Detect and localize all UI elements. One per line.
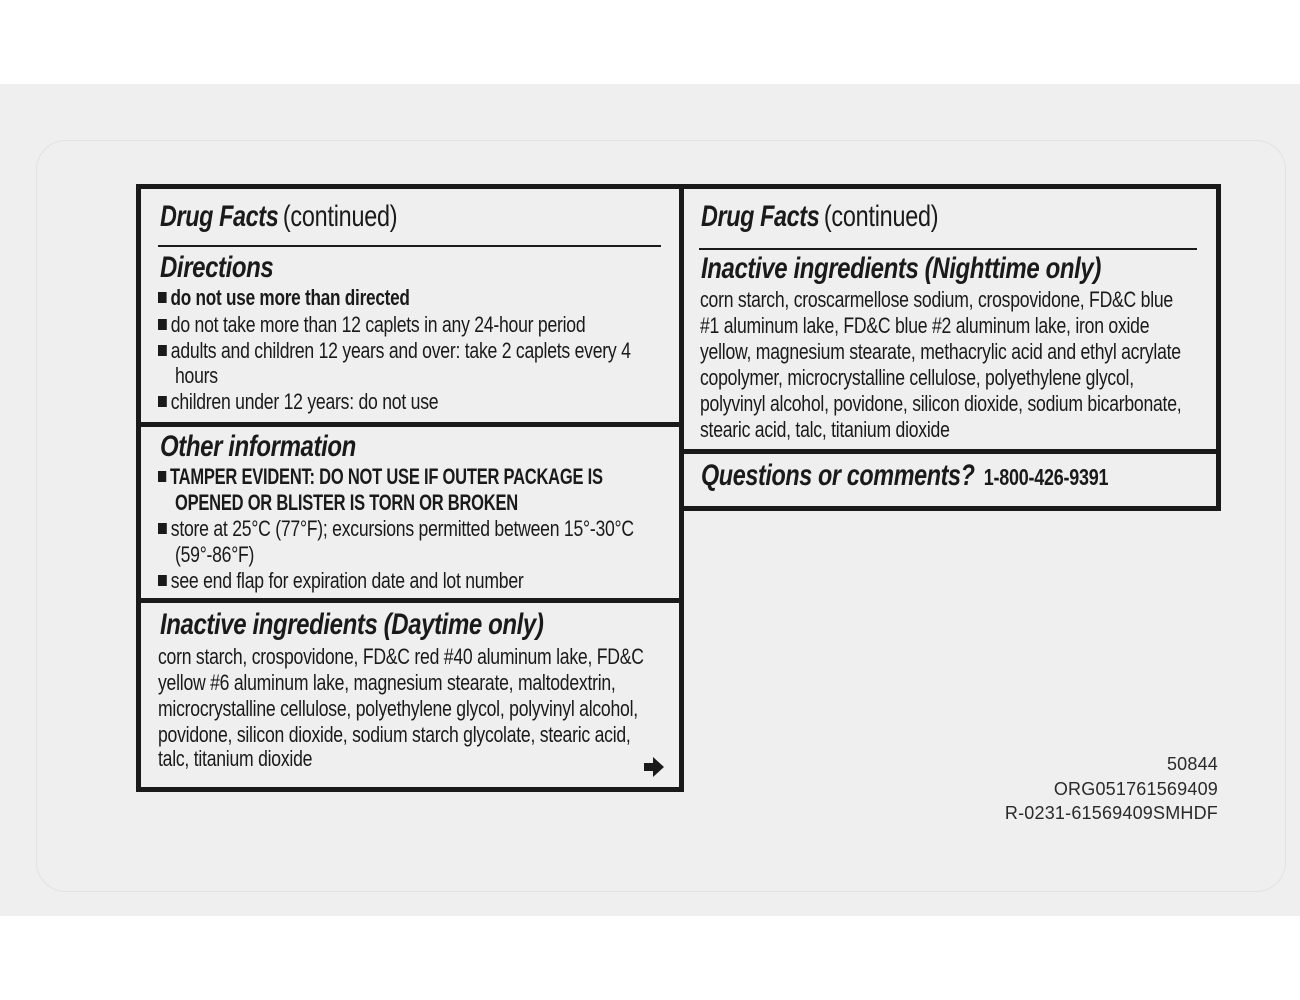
other-info-item-2-cont (175, 542, 274, 568)
directions-item-2 (158, 312, 692, 338)
left-header-rule (158, 245, 661, 247)
directions-item-text: do not use more than directed (170, 285, 410, 310)
inactive-daytime-line (158, 696, 758, 722)
other-info-item-2 (158, 516, 753, 542)
directions-item-1 (158, 285, 481, 311)
drug-facts-subtitle: (continued) (282, 200, 398, 233)
other-info-item-text: OPENED OR BLISTER IS TORN OR BROKEN (175, 490, 518, 515)
inactive-daytime-text: corn starch, crospovidone, FD&C red #40 aluminum lake, FD&C (158, 644, 644, 669)
other-info-item-1-cont (175, 490, 632, 516)
square-bullet-icon (158, 396, 167, 407)
inactive-nighttime-text: polyvinyl alcohol, povidone, silicon dioxide, sodium bicarbonate, (700, 391, 1182, 416)
other-info-item-text: see end flap for expiration date and lot number (170, 568, 524, 593)
square-bullet-icon (158, 319, 167, 330)
other-info-item-text: (59°-86°F) (175, 542, 255, 567)
directions-item-4 (158, 389, 508, 415)
other-info-item-1 (158, 464, 751, 490)
inactive-daytime-text: talc, titanium dioxide (158, 746, 313, 771)
directions-item-text: hours (175, 363, 218, 388)
inactive-daytime-heading: Inactive ingredients (Daytime only) (160, 608, 544, 641)
inactive-daytime-line (158, 746, 351, 772)
directions-item-3 (158, 338, 749, 364)
other-info-item-text: store at 25°C (77°F); excursions permitted between 15°-30°C (170, 516, 634, 541)
right-drug-facts-header (701, 200, 1005, 234)
inactive-nighttime-line (700, 365, 1242, 391)
right-header-rule (699, 248, 1197, 250)
inactive-nighttime-line (700, 391, 1300, 417)
questions-phone: 1-800-426-9391 (983, 464, 1109, 490)
inactive-daytime-text: povidone, silicon dioxide, sodium starch glycolate, stearic acid, (158, 722, 631, 747)
inactive-nighttime-line (700, 287, 1291, 313)
directions-heading-line (160, 251, 302, 285)
directions-heading: Directions (160, 251, 274, 284)
square-bullet-icon (158, 345, 167, 356)
drug-facts-title: Drug Facts (160, 200, 279, 233)
inactive-nighttime-text: #1 aluminum lake, FD&C blue #2 aluminum lake, iron oxide (700, 313, 1150, 338)
directions-item-text: do not take more than 12 caplets in any 24-hour period (170, 312, 586, 337)
inactive-nighttime-text: copolymer, microcrystalline cellulose, polyethylene glycol, (700, 365, 1134, 390)
inactive-daytime-text: microcrystalline cellulose, polyethylene glycol, polyvinyl alcohol, (158, 696, 638, 721)
inactive-nighttime-heading: Inactive ingredients (Nighttime only) (701, 252, 1101, 285)
product-code: 50844 (1166, 754, 1218, 774)
inactive-daytime-line (158, 722, 749, 748)
questions-label: Questions or comments? (701, 459, 975, 492)
square-bullet-icon (158, 292, 167, 303)
inactive-nighttime-text: stearic acid, talc, titanium dioxide (700, 417, 950, 442)
left-drug-facts-header (160, 200, 464, 234)
inactive-daytime-line (158, 644, 765, 670)
inactive-nighttime-text: yellow, magnesium stearate, methacrylic acid and ethyl acrylate (700, 339, 1181, 364)
square-bullet-icon (158, 471, 166, 482)
inactive-nighttime-text: corn starch, croscarmellose sodium, crospovidone, FD&C blue (700, 287, 1173, 312)
inactive-nighttime-line (700, 339, 1300, 365)
other-info-heading-line (160, 430, 405, 464)
directions-item-text: adults and children 12 years and over: take 2 caplets every 4 (170, 338, 631, 363)
square-bullet-icon (158, 575, 167, 586)
inactive-daytime-heading-line (160, 608, 639, 642)
questions-line (701, 459, 1223, 493)
org-code: ORG051761569409 (1053, 779, 1218, 799)
other-info-item-text: TAMPER EVIDENT: DO NOT USE IF OUTER PACKAGE IS (170, 464, 603, 489)
inactive-nighttime-line (700, 417, 1012, 443)
revision-code: R-0231-61569409SMHDF (1004, 803, 1218, 823)
other-info-item-3 (158, 568, 615, 594)
other-info-heading: Other information (160, 430, 356, 463)
inactive-daytime-line (158, 670, 730, 696)
inactive-nighttime-line (700, 313, 1262, 339)
directions-item-text: children under 12 years: do not use (170, 389, 439, 414)
directions-item-3-cont (175, 363, 229, 389)
drug-facts-title: Drug Facts (701, 200, 820, 233)
inactive-daytime-text: yellow #6 aluminum lake, magnesium stearate, maltodextrin, (158, 670, 616, 695)
square-bullet-icon (158, 523, 167, 534)
drug-facts-subtitle: (continued) (823, 200, 939, 233)
arrow-right-icon (643, 756, 665, 778)
inactive-nighttime-heading-line (701, 252, 1201, 286)
